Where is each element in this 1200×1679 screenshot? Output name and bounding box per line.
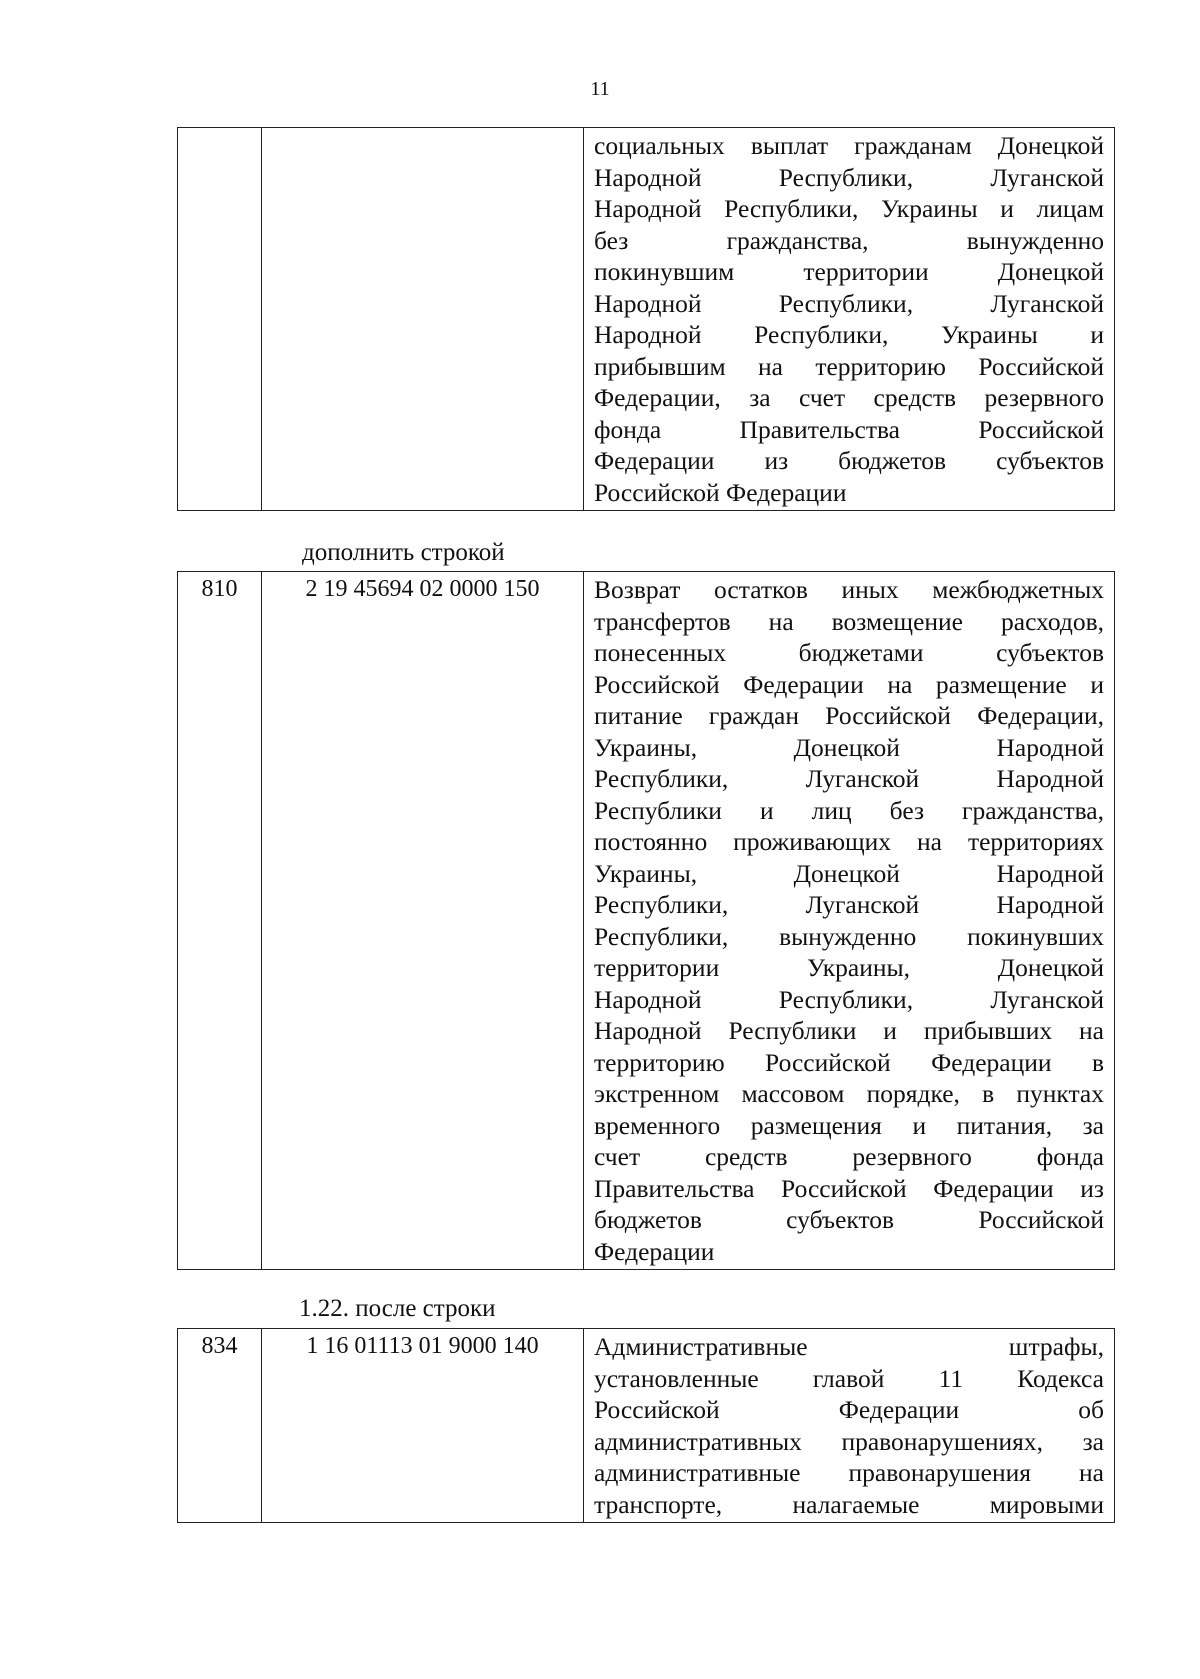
table-row <box>178 128 1115 511</box>
text-line: установленные главой 11 Кодекса <box>594 1363 1104 1393</box>
text-line: покинувшим территории Донецкой <box>594 257 1104 286</box>
text-line: питание граждан Российской Федерации, <box>594 701 1104 730</box>
text-line: территорию Российской Федерации в <box>594 1047 1104 1077</box>
budget-code-cell <box>262 128 584 511</box>
text-line: Правительства Российской Федерации из <box>594 1173 1104 1203</box>
budget-code-cell: 2 19 45694 02 0000 150 <box>262 572 584 1270</box>
description-cell <box>584 1329 1115 1523</box>
text-line: Народной Республики, Луганской <box>594 288 1104 318</box>
text-line: Федерации из бюджетов субъектов <box>594 446 1104 475</box>
text-line: Российской Федерации на размещение и <box>594 669 1104 699</box>
text-line: экстренном массовом порядке, в пунктах <box>594 1079 1104 1108</box>
table-after-row <box>177 1328 1115 1523</box>
text-line: Народной Республики, Украины и <box>594 320 1104 349</box>
text-line: Российской Федерации <box>594 477 847 507</box>
text-line: Федерации <box>594 1236 715 1266</box>
text-line: Украины, Донецкой Народной <box>594 858 1104 888</box>
text-line: постоянно проживающих на территориях <box>594 827 1104 856</box>
text-line: прибывшим на территорию Российской <box>594 351 1104 381</box>
text-line: Республики, Луганской Народной <box>594 764 1104 793</box>
text-line: бюджетов субъектов Российской <box>594 1205 1104 1234</box>
description-cell <box>584 128 1115 511</box>
text-line: транспорте, налагаемые мировыми <box>594 1489 1104 1519</box>
text-line: счет средств резервного фонда <box>594 1142 1104 1171</box>
description-cell <box>584 572 1115 1270</box>
text-line: социальных выплат гражданам Донецкой <box>594 131 1104 160</box>
text-line: понесенных бюджетами субъектов <box>594 638 1104 667</box>
text-line: временного размещения и питания, за <box>594 1110 1104 1140</box>
text-line: Российской Федерации об <box>594 1395 1104 1424</box>
text-line: фонда Правительства Российской <box>594 414 1104 444</box>
text-line: Республики, Луганской Народной <box>594 890 1104 919</box>
table-row <box>178 572 1115 1270</box>
text-line: без гражданства, вынужденно <box>594 225 1104 255</box>
admin-code-cell <box>178 128 262 511</box>
text-line: Административные штрафы, <box>594 1332 1104 1361</box>
text-line: Возврат остатков иных межбюджетных <box>594 575 1104 604</box>
text-line: Федерации, за счет средств резервного <box>594 383 1104 412</box>
text-line: административные правонарушения на <box>594 1458 1104 1487</box>
text-line: трансфертов на возмещение расходов, <box>594 606 1104 636</box>
table-row <box>178 1329 1115 1523</box>
text-line: Народной Республики, Украины и лицам <box>594 194 1104 223</box>
budget-code-cell: 1 16 01113 01 9000 140 <box>262 1329 584 1523</box>
admin-code-cell: 834 <box>178 1329 262 1523</box>
text-line: административных правонарушениях, за <box>594 1426 1104 1456</box>
table-continuation <box>177 127 1115 511</box>
text-line: Народной Республики, Луганской <box>594 984 1104 1014</box>
table-new-row <box>177 571 1115 1270</box>
text-line: Народной Республики, Луганской <box>594 162 1104 192</box>
text-line: Республики и лиц без гражданства, <box>594 795 1104 825</box>
text-line: Украины, Донецкой Народной <box>594 732 1104 762</box>
text-line: Республики, вынужденно покинувших <box>594 921 1104 951</box>
text-line: территории Украины, Донецкой <box>594 953 1104 982</box>
page-number: 11 <box>590 78 610 100</box>
caption-after-row: 1.22. после строки <box>299 1295 496 1322</box>
caption-add-row: дополнить строкой <box>302 539 505 566</box>
text-line: Народной Республики и прибывших на <box>594 1016 1104 1045</box>
admin-code-cell: 810 <box>178 572 262 1270</box>
